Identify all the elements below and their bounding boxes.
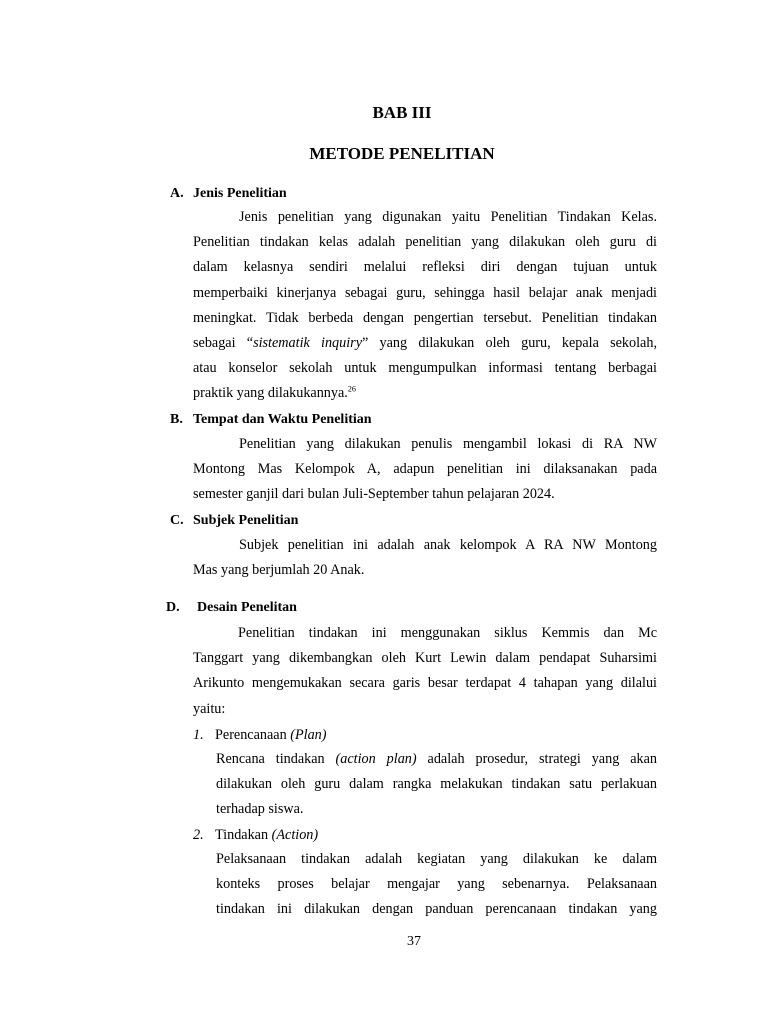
section-letter: D.	[166, 600, 180, 615]
section-heading-b	[170, 411, 372, 429]
text-line: terhadap siswa.	[216, 801, 304, 818]
section-heading-d	[166, 599, 297, 617]
section-letter: A.	[170, 186, 184, 201]
chapter-title: METODE PENELITIAN	[309, 144, 495, 163]
text-line: konteks proses belajar mengajar yang sebenarnya. Pelaksanaan	[216, 876, 657, 893]
page-number: 37	[407, 934, 421, 949]
section-title: Subjek Penelitian	[193, 513, 299, 528]
section-letter: B.	[170, 412, 183, 427]
section-letter: C.	[170, 513, 184, 528]
text-line: memperbaiki kinerjanya sebagai guru, sehingga hasil belajar anak menjadi	[193, 284, 657, 301]
text-fragment: Rencana tindakan	[216, 751, 336, 767]
text-line	[193, 331, 657, 356]
list-label: Tindakan	[215, 827, 272, 843]
list-label-italic: (Plan)	[290, 727, 327, 743]
list-number: 1.	[193, 727, 204, 743]
section-title: Jenis Penelitian	[193, 186, 287, 201]
paragraph-perencanaan	[216, 747, 657, 823]
text-line: dalam kelasnya sendiri melalui refleksi diri dengan tujuan untuk	[193, 259, 657, 276]
text-line: Subjek penelitian ini adalah anak kelompok A RA NW Montong	[239, 537, 657, 553]
text-fragment: sebagai “	[193, 334, 254, 351]
text-line	[193, 381, 657, 406]
section-heading-a	[170, 185, 287, 203]
text-line: Penelitian yang dilakukan penulis mengambil lokasi di RA NW	[239, 436, 657, 452]
list-label-italic: (Action)	[271, 827, 319, 843]
text-fragment: ” yang dilakukan oleh guru, kepala sekolah,	[362, 334, 657, 351]
text-line: Mas yang berjumlah 20 Anak.	[193, 562, 365, 579]
list-item-perencanaan	[193, 726, 326, 744]
text-line	[216, 747, 657, 772]
text-line: Jenis penelitian yang digunakan yaitu Penelitian Tindakan Kelas.	[239, 209, 657, 225]
text-line: Penelitian tindakan kelas adalah penelitian yang dilakukan oleh guru di	[193, 234, 657, 251]
text-line: Arikunto mengemukakan secara garis besar terdapat 4 tahapan yang dilalui	[193, 675, 657, 692]
text-line: Tanggart yang dikembangkan oleh Kurt Lewin dalam pendapat Suharsimi	[193, 650, 657, 667]
footnote-reference: 26	[347, 384, 356, 394]
text-line: Penelitian tindakan ini menggunakan siklus Kemmis dan Mc	[238, 625, 657, 641]
text-line: tindakan ini dilakukan dengan panduan perencanaan tindakan yang	[216, 901, 657, 918]
text-fragment: adalah prosedur, strategi yang akan	[416, 751, 657, 767]
text-line: dilakukan oleh guru dalam rangka melakukan tindakan satu perlakuan	[216, 776, 657, 793]
text-line: Montong Mas Kelompok A, adapun penelitian ini dilaksanakan pada	[193, 461, 657, 478]
italic-term: (action plan)	[335, 751, 417, 767]
text-line: yaitu:	[193, 700, 226, 717]
text-line: Pelaksanaan tindakan adalah kegiatan yang dilakukan ke dalam	[216, 851, 657, 867]
section-title: Tempat dan Waktu Penelitian	[193, 412, 372, 427]
text-fragment: praktik yang dilakukannya.	[193, 385, 348, 402]
list-number: 2.	[193, 827, 204, 843]
paragraph-tindakan	[216, 847, 657, 923]
text-line: atau konselor sekolah untuk mengumpulkan informasi tentang berbagai	[193, 360, 657, 377]
text-line: semester ganjil dari bulan Juli-September tahun pelajaran 2024.	[193, 486, 555, 503]
paragraph-tempat-waktu	[193, 432, 657, 508]
paragraph-desain	[193, 621, 657, 722]
paragraph-jenis-penelitian	[193, 205, 657, 407]
paragraph-subjek	[193, 533, 657, 583]
chapter-number: BAB III	[372, 103, 432, 122]
list-item-tindakan	[193, 826, 318, 844]
list-label: Perencanaan	[215, 727, 291, 743]
section-heading-c	[170, 512, 298, 530]
section-title: Desain Penelitan	[197, 600, 297, 615]
text-line: meningkat. Tidak berbeda dengan pengertian tersebut. Penelitian tindakan	[193, 309, 657, 326]
italic-term: sistematik inquiry	[253, 334, 363, 351]
